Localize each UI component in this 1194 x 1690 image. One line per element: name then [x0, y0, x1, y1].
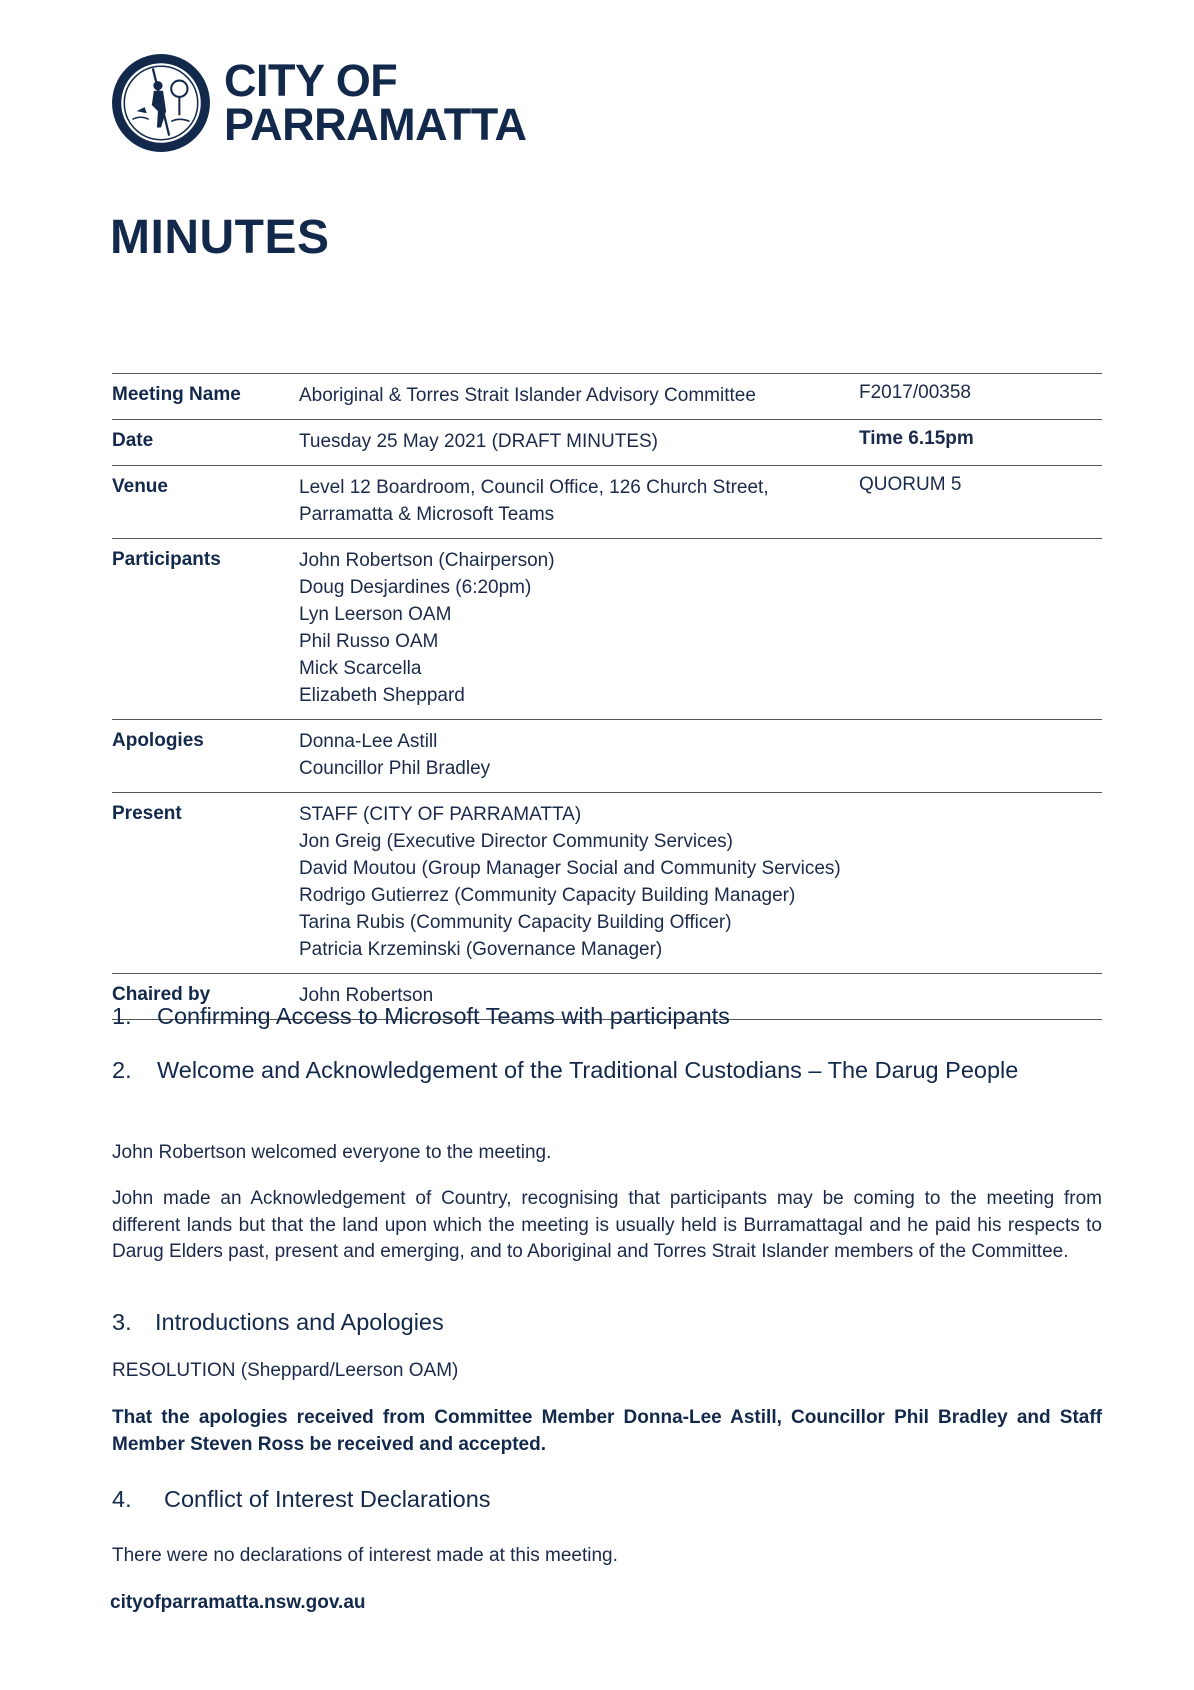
- venue-label: Venue: [112, 476, 168, 497]
- meeting-details-table: [112, 373, 1102, 1020]
- meeting-time: Time 6.15pm: [859, 428, 974, 449]
- participant: Phil Russo OAM: [299, 631, 439, 652]
- acknowledgement-paragraph: John made an Acknowledgement of Country, recognising that participants may be coming to the meeting from different lands but that the land upon which the meeting is usually held is Burramattagal and he paid his respects to Darug Elders past, present and emerging, and to Aboriginal and Torres Strait Islander members of the Committee.: [112, 1188, 1102, 1262]
- website-link[interactable]: cityofparramatta.nsw.gov.au: [110, 1592, 366, 1613]
- file-reference: F2017/00358: [859, 382, 971, 403]
- participant: Doug Desjardines (6:20pm): [299, 577, 532, 598]
- participants-list: [299, 539, 859, 720]
- section-title: Confirming Access to Microsoft Teams with participants: [157, 1003, 730, 1029]
- quorum: QUORUM 5: [859, 474, 962, 495]
- section-title: Welcome and Acknowledgement of the Traditional Custodians – The Darug People: [157, 1057, 1019, 1083]
- present-item: David Moutou (Group Manager Social and Community Services): [299, 858, 841, 879]
- present-item: STAFF (CITY OF PARRAMATTA): [299, 804, 582, 825]
- council-logo: [110, 52, 526, 154]
- resolution-label: RESOLUTION (Sheppard/Leerson OAM): [112, 1360, 459, 1381]
- present-label: Present: [112, 803, 182, 824]
- present-item: Patricia Krzeminski (Governance Manager): [299, 939, 663, 960]
- section-number: 4.: [112, 1486, 132, 1512]
- council-crest-icon: [110, 52, 212, 154]
- participants-row: [112, 539, 1102, 720]
- chaired-by-value: John Robertson: [299, 985, 434, 1006]
- participant: Lyn Leerson OAM: [299, 604, 452, 625]
- participants-label: Participants: [112, 549, 221, 570]
- section-2-heading: [112, 1054, 1102, 1086]
- date-label: Date: [112, 430, 154, 451]
- date-value: Tuesday 25 May 2021 (DRAFT MINUTES): [299, 431, 658, 452]
- meeting-name-row: [112, 374, 1102, 420]
- date-row: [112, 420, 1102, 466]
- section-number: 3.: [112, 1309, 132, 1335]
- apologies-label: Apologies: [112, 730, 204, 751]
- participant: John Robertson (Chairperson): [299, 550, 555, 571]
- document-title: MINUTES: [110, 211, 330, 264]
- section-title: Introductions and Apologies: [155, 1309, 444, 1335]
- meeting-name-label: Meeting Name: [112, 384, 241, 405]
- section-1-heading: [112, 1000, 730, 1032]
- present-item: Rodrigo Gutierrez (Community Capacity Building Manager): [299, 885, 796, 906]
- apologies-row: [112, 720, 1102, 793]
- council-name-line1: CITY OF: [224, 55, 398, 106]
- section-number: 1.: [112, 1003, 132, 1029]
- participant: Mick Scarcella: [299, 658, 422, 679]
- council-name: [224, 55, 527, 150]
- present-item: Tarina Rubis (Community Capacity Building Officer): [299, 912, 732, 933]
- apologies-list: [299, 720, 859, 793]
- section-4-heading: [112, 1483, 491, 1515]
- conflict-paragraph: There were no declarations of interest made at this meeting.: [112, 1545, 618, 1566]
- meeting-name-value: Aboriginal & Torres Strait Islander Advisory Committee: [299, 385, 756, 406]
- section-3-heading: [112, 1306, 444, 1338]
- venue-row: [112, 466, 1102, 539]
- participant: Elizabeth Sheppard: [299, 685, 465, 706]
- chaired-by-label: Chaired by: [112, 984, 211, 1005]
- venue-line: Level 12 Boardroom, Council Office, 126 Church Street,: [299, 477, 769, 498]
- council-name-line2: PARRAMATTA: [224, 99, 527, 150]
- welcome-paragraph: John Robertson welcomed everyone to the meeting.: [112, 1142, 552, 1163]
- section-title: Conflict of Interest Declarations: [164, 1486, 491, 1512]
- present-item: Jon Greig (Executive Director Community Services): [299, 831, 733, 852]
- present-row: [112, 793, 1102, 974]
- present-list: [299, 793, 1102, 974]
- venue-value: [299, 466, 859, 539]
- apology: Donna-Lee Astill: [299, 731, 438, 752]
- venue-line: Parramatta & Microsoft Teams: [299, 504, 555, 525]
- section-number: 2.: [112, 1057, 132, 1083]
- apology: Councillor Phil Bradley: [299, 758, 491, 779]
- resolution-motion: That the apologies received from Committee Member Donna-Lee Astill, Councillor Phil Bradley and Staff Member Steven Ross be received and accepted.: [112, 1407, 1102, 1455]
